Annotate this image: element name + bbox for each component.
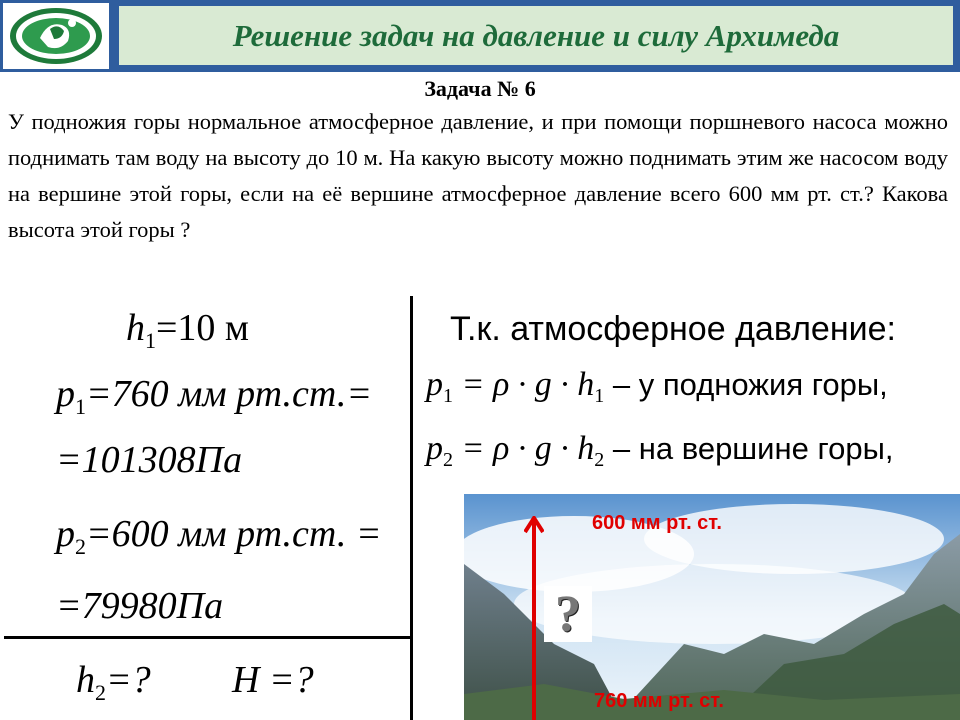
question-box: [544, 586, 592, 642]
given-h1: $h_1=10$ м: [126, 307, 249, 353]
find-H: H =?: [232, 659, 314, 701]
vertical-divider: [410, 296, 413, 720]
equation-2: $p_2 = \rho \cdot g \cdot h_2$ – на вершине горы,: [426, 430, 894, 471]
find-h2: $h_2=$?: [76, 659, 151, 705]
given-p2: $p_2=600$ мм рт.ст. =: [56, 513, 382, 559]
equation-1: $p_1 = \rho \cdot g \cdot h_1 - у$ подножия горы,: [426, 366, 888, 407]
horizontal-divider: [4, 636, 412, 639]
bottom-pressure-label: 760 мм рт. ст.: [594, 690, 724, 712]
title-box: [117, 4, 955, 67]
top-pressure-label: 600 мм рт. ст.: [592, 512, 722, 534]
solution-heading: Т.к. атмосферное давление:: [450, 310, 896, 348]
question-mark: ?: [555, 585, 581, 643]
given-p2-pa: =79980Па: [56, 585, 224, 627]
problem-text: У подножия горы нормальное атмосферное давление, и при помощи поршневого насоса можно поднимать там воду на высоту до 10 м. На какую высоту можно поднимать этим же насосом воду на вершине этой горы, если на её вершине атмосферное давление всего 600 мм рт. ст.? Какова высота этой горы ?: [8, 109, 948, 242]
school-emblem-icon: [6, 5, 106, 67]
header-bar: [0, 0, 960, 72]
given-p1: $p_1=760$ мм рт.ст.=: [56, 373, 372, 419]
given-p1-pa: =101308Па: [56, 439, 243, 481]
task-title: Задача № 6: [424, 76, 536, 101]
height-arrow: [524, 516, 544, 720]
page-title: Решение задач на давление и силу Архимеда: [232, 17, 840, 53]
logo: [0, 0, 112, 72]
